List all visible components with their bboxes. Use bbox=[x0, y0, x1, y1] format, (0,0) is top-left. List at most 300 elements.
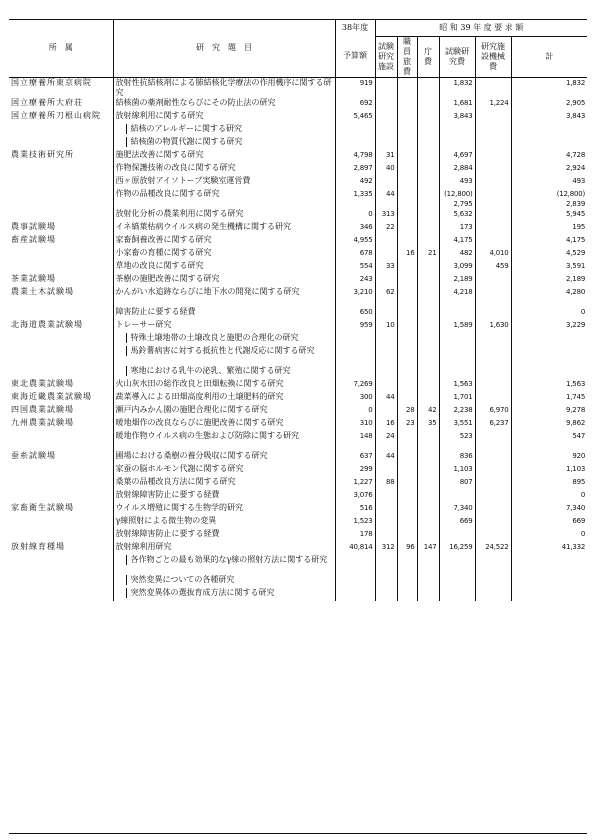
a-value bbox=[375, 98, 397, 111]
a-value bbox=[375, 379, 397, 392]
institution-cell bbox=[9, 366, 113, 379]
e-value bbox=[475, 588, 511, 601]
c-value bbox=[417, 209, 439, 222]
e-value bbox=[475, 333, 511, 346]
c-value bbox=[417, 529, 439, 542]
e-value: 1,224 bbox=[475, 98, 511, 111]
total-value: 0 bbox=[580, 490, 586, 499]
d-value: 3,099 bbox=[439, 261, 475, 274]
c-value: 21 bbox=[417, 248, 439, 261]
b-value bbox=[397, 150, 417, 163]
topic-cell: 放射線障害防止に要する経費 bbox=[113, 490, 335, 503]
subtopic-text: 突然変異についての各種研究 bbox=[126, 575, 333, 585]
d-value: 482 bbox=[439, 248, 475, 261]
e-value: 1,630 bbox=[475, 320, 511, 333]
e-value bbox=[475, 431, 511, 451]
b-value: 28 bbox=[397, 405, 417, 418]
b-value bbox=[397, 451, 417, 464]
institution-cell: 四国農業試験場 bbox=[9, 405, 113, 418]
d-value bbox=[439, 588, 475, 601]
a-value bbox=[375, 248, 397, 261]
d-value: 493 bbox=[439, 176, 475, 189]
d-value bbox=[439, 346, 475, 366]
subtopic-text: 結核のアレルギーに関する研究 bbox=[126, 124, 333, 134]
table-row bbox=[9, 464, 587, 477]
topic-cell: トレーサー研究 bbox=[113, 320, 335, 333]
e-value bbox=[475, 555, 511, 575]
institution-cell bbox=[9, 333, 113, 346]
c-value bbox=[417, 111, 439, 124]
subtopic-cell bbox=[113, 346, 335, 366]
d-value: 3,843 bbox=[439, 111, 475, 124]
e-value bbox=[475, 392, 511, 405]
a-value bbox=[375, 516, 397, 529]
b-value bbox=[397, 555, 417, 575]
subtopic-text: 結核菌の物質代謝に関する研究 bbox=[126, 137, 333, 147]
e-value bbox=[475, 464, 511, 477]
a-value: 31 bbox=[375, 150, 397, 163]
b-value bbox=[397, 98, 417, 111]
total-value: (12,800) 2,839 bbox=[556, 189, 586, 208]
total-value: 3,843 bbox=[566, 111, 586, 120]
c-value bbox=[417, 274, 439, 287]
fy38-value: 300 bbox=[335, 392, 375, 405]
total-value: 4,175 bbox=[566, 235, 586, 244]
institution-cell: 東北農業試験場 bbox=[9, 379, 113, 392]
total-value: 493 bbox=[572, 176, 586, 185]
d-value: 1,701 bbox=[439, 392, 475, 405]
institution-cell: 農事試験場 bbox=[9, 222, 113, 235]
a-value bbox=[375, 274, 397, 287]
total-value: 920 bbox=[572, 451, 586, 460]
e-value bbox=[475, 189, 511, 209]
topic-cell: 小家畜の育種に関する研究 bbox=[113, 248, 335, 261]
table-row bbox=[9, 575, 587, 588]
d-value: 1,589 bbox=[439, 320, 475, 333]
d-value bbox=[439, 307, 475, 320]
a-value: 62 bbox=[375, 287, 397, 307]
e-value bbox=[475, 287, 511, 307]
topic-cell: ウイルス増殖に関する生物学的研究 bbox=[113, 503, 335, 516]
c-value bbox=[417, 98, 439, 111]
a-value: 24 bbox=[375, 431, 397, 451]
topic-cell: 家蚕の脳ホルモン代謝に関する研究 bbox=[113, 464, 335, 477]
c-value bbox=[417, 333, 439, 346]
topic-cell: イネ縞葉枯病ウイルス病の発生機構に関する研究 bbox=[113, 222, 335, 235]
header-fy38: 38年度 bbox=[335, 20, 375, 36]
d-value: 669 bbox=[439, 516, 475, 529]
fy38-value: 1,227 bbox=[335, 477, 375, 490]
topic-cell: 放射線利用研究 bbox=[113, 542, 335, 555]
c-value: 147 bbox=[417, 542, 439, 555]
e-value bbox=[475, 490, 511, 503]
total-value: 7,340 bbox=[566, 503, 586, 512]
total-value: 0 bbox=[580, 307, 586, 316]
fy38-value: 3,210 bbox=[335, 287, 375, 307]
b-value bbox=[397, 346, 417, 366]
subtopic-cell bbox=[113, 137, 335, 150]
c-value bbox=[417, 575, 439, 588]
total-value: 1,563 bbox=[566, 379, 586, 388]
table-row bbox=[9, 307, 587, 320]
b-value: 16 bbox=[397, 248, 417, 261]
table-row bbox=[9, 333, 587, 346]
b-value bbox=[397, 588, 417, 601]
d-value bbox=[439, 137, 475, 150]
total-value: 4,728 bbox=[566, 150, 586, 159]
a-value: 33 bbox=[375, 261, 397, 274]
b-value bbox=[397, 366, 417, 379]
subtopic-cell bbox=[113, 366, 335, 379]
fy38-value: 1,335 bbox=[335, 189, 375, 209]
b-value bbox=[397, 176, 417, 189]
header-institution: 所 属 bbox=[9, 20, 113, 77]
c-value bbox=[417, 477, 439, 490]
topic-cell: 暖地作物ウイルス病の生態および防除に関する研究 bbox=[113, 431, 335, 451]
d-value: 1,681 bbox=[439, 98, 475, 111]
e-value bbox=[475, 274, 511, 287]
a-value bbox=[375, 529, 397, 542]
a-value: 313 bbox=[375, 209, 397, 222]
c-value bbox=[417, 307, 439, 320]
b-value bbox=[397, 189, 417, 209]
total-value bbox=[511, 588, 587, 601]
b-value bbox=[397, 320, 417, 333]
topic-cell: 結核菌の薬剤耐性ならびにその防止法の研究 bbox=[113, 98, 335, 111]
c-value: 35 bbox=[417, 418, 439, 431]
a-value: 10 bbox=[375, 320, 397, 333]
subtopic-text: 突然変異体の選抜育成方法に関する研究 bbox=[126, 588, 333, 598]
a-value bbox=[375, 366, 397, 379]
b-value bbox=[397, 503, 417, 516]
table-row bbox=[9, 124, 587, 137]
e-value bbox=[475, 516, 511, 529]
institution-cell bbox=[9, 464, 113, 477]
topic-cell: 作物の品種改良に関する研究 bbox=[113, 189, 335, 209]
a-value: 44 bbox=[375, 189, 397, 209]
b-value bbox=[397, 111, 417, 124]
subtopic-text: 特殊土壌地帯の土壌改良と施肥の合理化の研究 bbox=[126, 333, 333, 343]
b-value bbox=[397, 137, 417, 150]
total-value bbox=[511, 366, 587, 379]
total-value bbox=[511, 346, 587, 366]
d-value: 523 bbox=[439, 431, 475, 451]
a-value: 44 bbox=[375, 392, 397, 405]
institution-cell bbox=[9, 307, 113, 320]
fy38-value bbox=[335, 124, 375, 137]
topic-cell: 放射線障害防止に要する経費 bbox=[113, 529, 335, 542]
d-value: 173 bbox=[439, 222, 475, 235]
b-value bbox=[397, 490, 417, 503]
e-value: 6,237 bbox=[475, 418, 511, 431]
header-kanri: 職員旅費 bbox=[397, 36, 417, 77]
table-row bbox=[9, 209, 587, 222]
institution-cell bbox=[9, 575, 113, 588]
c-value bbox=[417, 287, 439, 307]
institution-cell bbox=[9, 248, 113, 261]
a-value: 16 bbox=[375, 418, 397, 431]
c-value bbox=[417, 588, 439, 601]
topic-cell: 暖地畑作の改良ならびに施肥改善に関する研究 bbox=[113, 418, 335, 431]
institution-cell bbox=[9, 137, 113, 150]
a-value bbox=[375, 77, 397, 98]
a-value bbox=[375, 503, 397, 516]
total-value: 2,905 bbox=[566, 98, 586, 107]
d-value: 1,563 bbox=[439, 379, 475, 392]
e-value bbox=[475, 124, 511, 137]
fy38-value bbox=[335, 137, 375, 150]
b-value bbox=[397, 261, 417, 274]
table-row bbox=[9, 137, 587, 150]
table-row bbox=[9, 176, 587, 189]
e-value: 4,010 bbox=[475, 248, 511, 261]
d-value: 16,259 bbox=[439, 542, 475, 555]
a-value: 22 bbox=[375, 222, 397, 235]
a-value bbox=[375, 111, 397, 124]
d-value bbox=[439, 529, 475, 542]
total-value: 9,862 bbox=[566, 418, 586, 427]
e-value bbox=[475, 346, 511, 366]
c-value bbox=[417, 150, 439, 163]
fy38-value: 919 bbox=[335, 77, 375, 98]
table-row bbox=[9, 418, 587, 431]
table-row bbox=[9, 98, 587, 111]
table-row bbox=[9, 287, 587, 307]
total-value: 195 bbox=[572, 222, 586, 231]
fy38-value: 554 bbox=[335, 261, 375, 274]
c-value bbox=[417, 320, 439, 333]
c-value bbox=[417, 490, 439, 503]
fy38-value: 243 bbox=[335, 274, 375, 287]
institution-cell bbox=[9, 555, 113, 575]
d-value: 3,551 bbox=[439, 418, 475, 431]
table-row bbox=[9, 392, 587, 405]
e-value bbox=[475, 176, 511, 189]
b-value bbox=[397, 431, 417, 451]
institution-cell: 九州農業試験場 bbox=[9, 418, 113, 431]
institution-cell: 畜産試験場 bbox=[9, 235, 113, 248]
d-value bbox=[439, 333, 475, 346]
b-value bbox=[397, 379, 417, 392]
topic-cell: 瀬戸内みかん園の施肥合理化に関する研究 bbox=[113, 405, 335, 418]
subtopic-text: 寒地における乳牛の泌乳、繁殖に関する研究 bbox=[126, 366, 333, 376]
c-value bbox=[417, 431, 439, 451]
c-value bbox=[417, 451, 439, 464]
header-ryohi: 庁 費 bbox=[417, 36, 439, 77]
d-value bbox=[439, 575, 475, 588]
bottom-rule bbox=[9, 833, 587, 834]
b-value bbox=[397, 235, 417, 248]
institution-cell bbox=[9, 490, 113, 503]
e-value bbox=[475, 379, 511, 392]
a-value bbox=[375, 307, 397, 320]
institution-cell bbox=[9, 516, 113, 529]
institution-cell bbox=[9, 176, 113, 189]
b-value bbox=[397, 209, 417, 222]
c-value bbox=[417, 392, 439, 405]
total-value: 669 bbox=[572, 516, 586, 525]
topic-cell: かんがい水追跡ならびに地下水の開発に関する研究 bbox=[113, 287, 335, 307]
e-value bbox=[475, 111, 511, 124]
institution-cell bbox=[9, 189, 113, 209]
e-value: 459 bbox=[475, 261, 511, 274]
topic-cell: 蔬菜導入による田畑高度利用の土壌肥料的研究 bbox=[113, 392, 335, 405]
total-value: 2,924 bbox=[566, 163, 586, 172]
header-keihi: 研究施設機械費 bbox=[475, 36, 511, 77]
table-body bbox=[9, 77, 587, 601]
institution-cell bbox=[9, 163, 113, 176]
d-value: 836 bbox=[439, 451, 475, 464]
total-value bbox=[511, 575, 587, 588]
subtopic-cell bbox=[113, 124, 335, 137]
a-value: 44 bbox=[375, 451, 397, 464]
subtopic-cell bbox=[113, 333, 335, 346]
table-row bbox=[9, 189, 587, 209]
c-value bbox=[417, 124, 439, 137]
topic-cell: γ線照射による微生物の変異 bbox=[113, 516, 335, 529]
fy38-value: 492 bbox=[335, 176, 375, 189]
institution-cell: 北海道農業試験場 bbox=[9, 320, 113, 333]
subtopic-text: 馬鈴薯病害に対する抵抗性と代謝反応に関する研究 bbox=[126, 346, 333, 356]
total-value: 547 bbox=[572, 431, 586, 440]
b-value bbox=[397, 124, 417, 137]
table-row bbox=[9, 431, 587, 451]
a-value: 88 bbox=[375, 477, 397, 490]
d-value bbox=[439, 555, 475, 575]
table-row bbox=[9, 555, 587, 575]
institution-cell bbox=[9, 124, 113, 137]
total-value bbox=[511, 555, 587, 575]
c-value bbox=[417, 176, 439, 189]
table-row bbox=[9, 529, 587, 542]
b-value bbox=[397, 307, 417, 320]
total-value: 5,945 bbox=[566, 209, 586, 218]
a-value bbox=[375, 333, 397, 346]
header-fy39: 昭 和 39 年 度 要 求 額 bbox=[375, 20, 587, 36]
table-row bbox=[9, 163, 587, 176]
institution-cell: 東海近畿農業試験場 bbox=[9, 392, 113, 405]
institution-cell: 国立療養所刀根山病院 bbox=[9, 111, 113, 124]
d-value: 807 bbox=[439, 477, 475, 490]
fy38-value: 2,897 bbox=[335, 163, 375, 176]
e-value: 6,970 bbox=[475, 405, 511, 418]
total-value bbox=[511, 137, 587, 150]
c-value bbox=[417, 379, 439, 392]
b-value bbox=[397, 163, 417, 176]
header-topic: 研 究 題 目 bbox=[113, 20, 335, 77]
total-value: 895 bbox=[572, 477, 586, 486]
d-value: 5,632 bbox=[439, 209, 475, 222]
total-value bbox=[511, 124, 587, 137]
topic-cell: 放射性抗結核剤による肺結核化学療法の作用機序に関する研究 bbox=[113, 77, 335, 98]
d-value: 2,189 bbox=[439, 274, 475, 287]
table-row bbox=[9, 150, 587, 163]
b-value bbox=[397, 575, 417, 588]
a-value: 40 bbox=[375, 163, 397, 176]
table-row bbox=[9, 77, 587, 98]
e-value bbox=[475, 477, 511, 490]
total-value: 1,745 bbox=[566, 392, 586, 401]
e-value bbox=[475, 529, 511, 542]
table-row bbox=[9, 274, 587, 287]
fy38-value bbox=[335, 588, 375, 601]
fy38-value: 148 bbox=[335, 431, 375, 451]
b-value bbox=[397, 222, 417, 235]
fy38-value: 299 bbox=[335, 464, 375, 477]
fy38-value: 4,798 bbox=[335, 150, 375, 163]
fy38-value: 516 bbox=[335, 503, 375, 516]
d-value: 7,340 bbox=[439, 503, 475, 516]
institution-cell bbox=[9, 477, 113, 490]
total-value: 1,832 bbox=[566, 78, 586, 87]
e-value bbox=[475, 307, 511, 320]
b-value: 96 bbox=[397, 542, 417, 555]
c-value bbox=[417, 555, 439, 575]
fy38-value bbox=[335, 575, 375, 588]
institution-cell bbox=[9, 209, 113, 222]
c-value bbox=[417, 222, 439, 235]
a-value bbox=[375, 176, 397, 189]
b-value bbox=[397, 333, 417, 346]
institution-cell: 国立療養所東京病院 bbox=[9, 77, 113, 98]
a-value bbox=[375, 555, 397, 575]
c-value bbox=[417, 503, 439, 516]
fy38-value: 7,269 bbox=[335, 379, 375, 392]
table-row bbox=[9, 235, 587, 248]
topic-cell: 火山灰水田の総作改良と田畑転換に関する研究 bbox=[113, 379, 335, 392]
table-row bbox=[9, 405, 587, 418]
subtopic-cell bbox=[113, 555, 335, 575]
fy38-value: 4,955 bbox=[335, 235, 375, 248]
fy38-value: 637 bbox=[335, 451, 375, 464]
institution-cell: 茶業試験場 bbox=[9, 274, 113, 287]
table-row bbox=[9, 261, 587, 274]
table-row bbox=[9, 451, 587, 464]
total-value: 0 bbox=[580, 529, 586, 538]
topic-cell: 桑葉の品種改良方法に関する研究 bbox=[113, 477, 335, 490]
a-value bbox=[375, 588, 397, 601]
c-value bbox=[417, 366, 439, 379]
d-value: 4,697 bbox=[439, 150, 475, 163]
fy38-value: 3,076 bbox=[335, 490, 375, 503]
a-value bbox=[375, 405, 397, 418]
topic-cell: 圃場における桑樹の養分吸収に関する研究 bbox=[113, 451, 335, 464]
topic-cell: 放射線利用に関する研究 bbox=[113, 111, 335, 124]
header-chohi: 試験研究費 bbox=[439, 36, 475, 77]
e-value: 24,522 bbox=[475, 542, 511, 555]
table-row bbox=[9, 111, 587, 124]
e-value bbox=[475, 451, 511, 464]
d-value: 2,238 bbox=[439, 405, 475, 418]
fy38-value: 40,814 bbox=[335, 542, 375, 555]
e-value bbox=[475, 575, 511, 588]
d-value: 1,832 bbox=[439, 77, 475, 98]
fy38-value: 678 bbox=[335, 248, 375, 261]
table-row bbox=[9, 366, 587, 379]
a-value bbox=[375, 490, 397, 503]
table-row bbox=[9, 346, 587, 366]
total-value: 3,229 bbox=[566, 320, 586, 329]
e-value bbox=[475, 137, 511, 150]
b-value bbox=[397, 274, 417, 287]
budget-table bbox=[9, 20, 587, 601]
table-row bbox=[9, 516, 587, 529]
fy38-value: 346 bbox=[335, 222, 375, 235]
total-value: 4,280 bbox=[566, 287, 586, 296]
d-value: (12,800) 2,795 bbox=[439, 189, 475, 209]
total-value: 4,529 bbox=[566, 248, 586, 257]
topic-cell: 草地の改良に関する研究 bbox=[113, 261, 335, 274]
